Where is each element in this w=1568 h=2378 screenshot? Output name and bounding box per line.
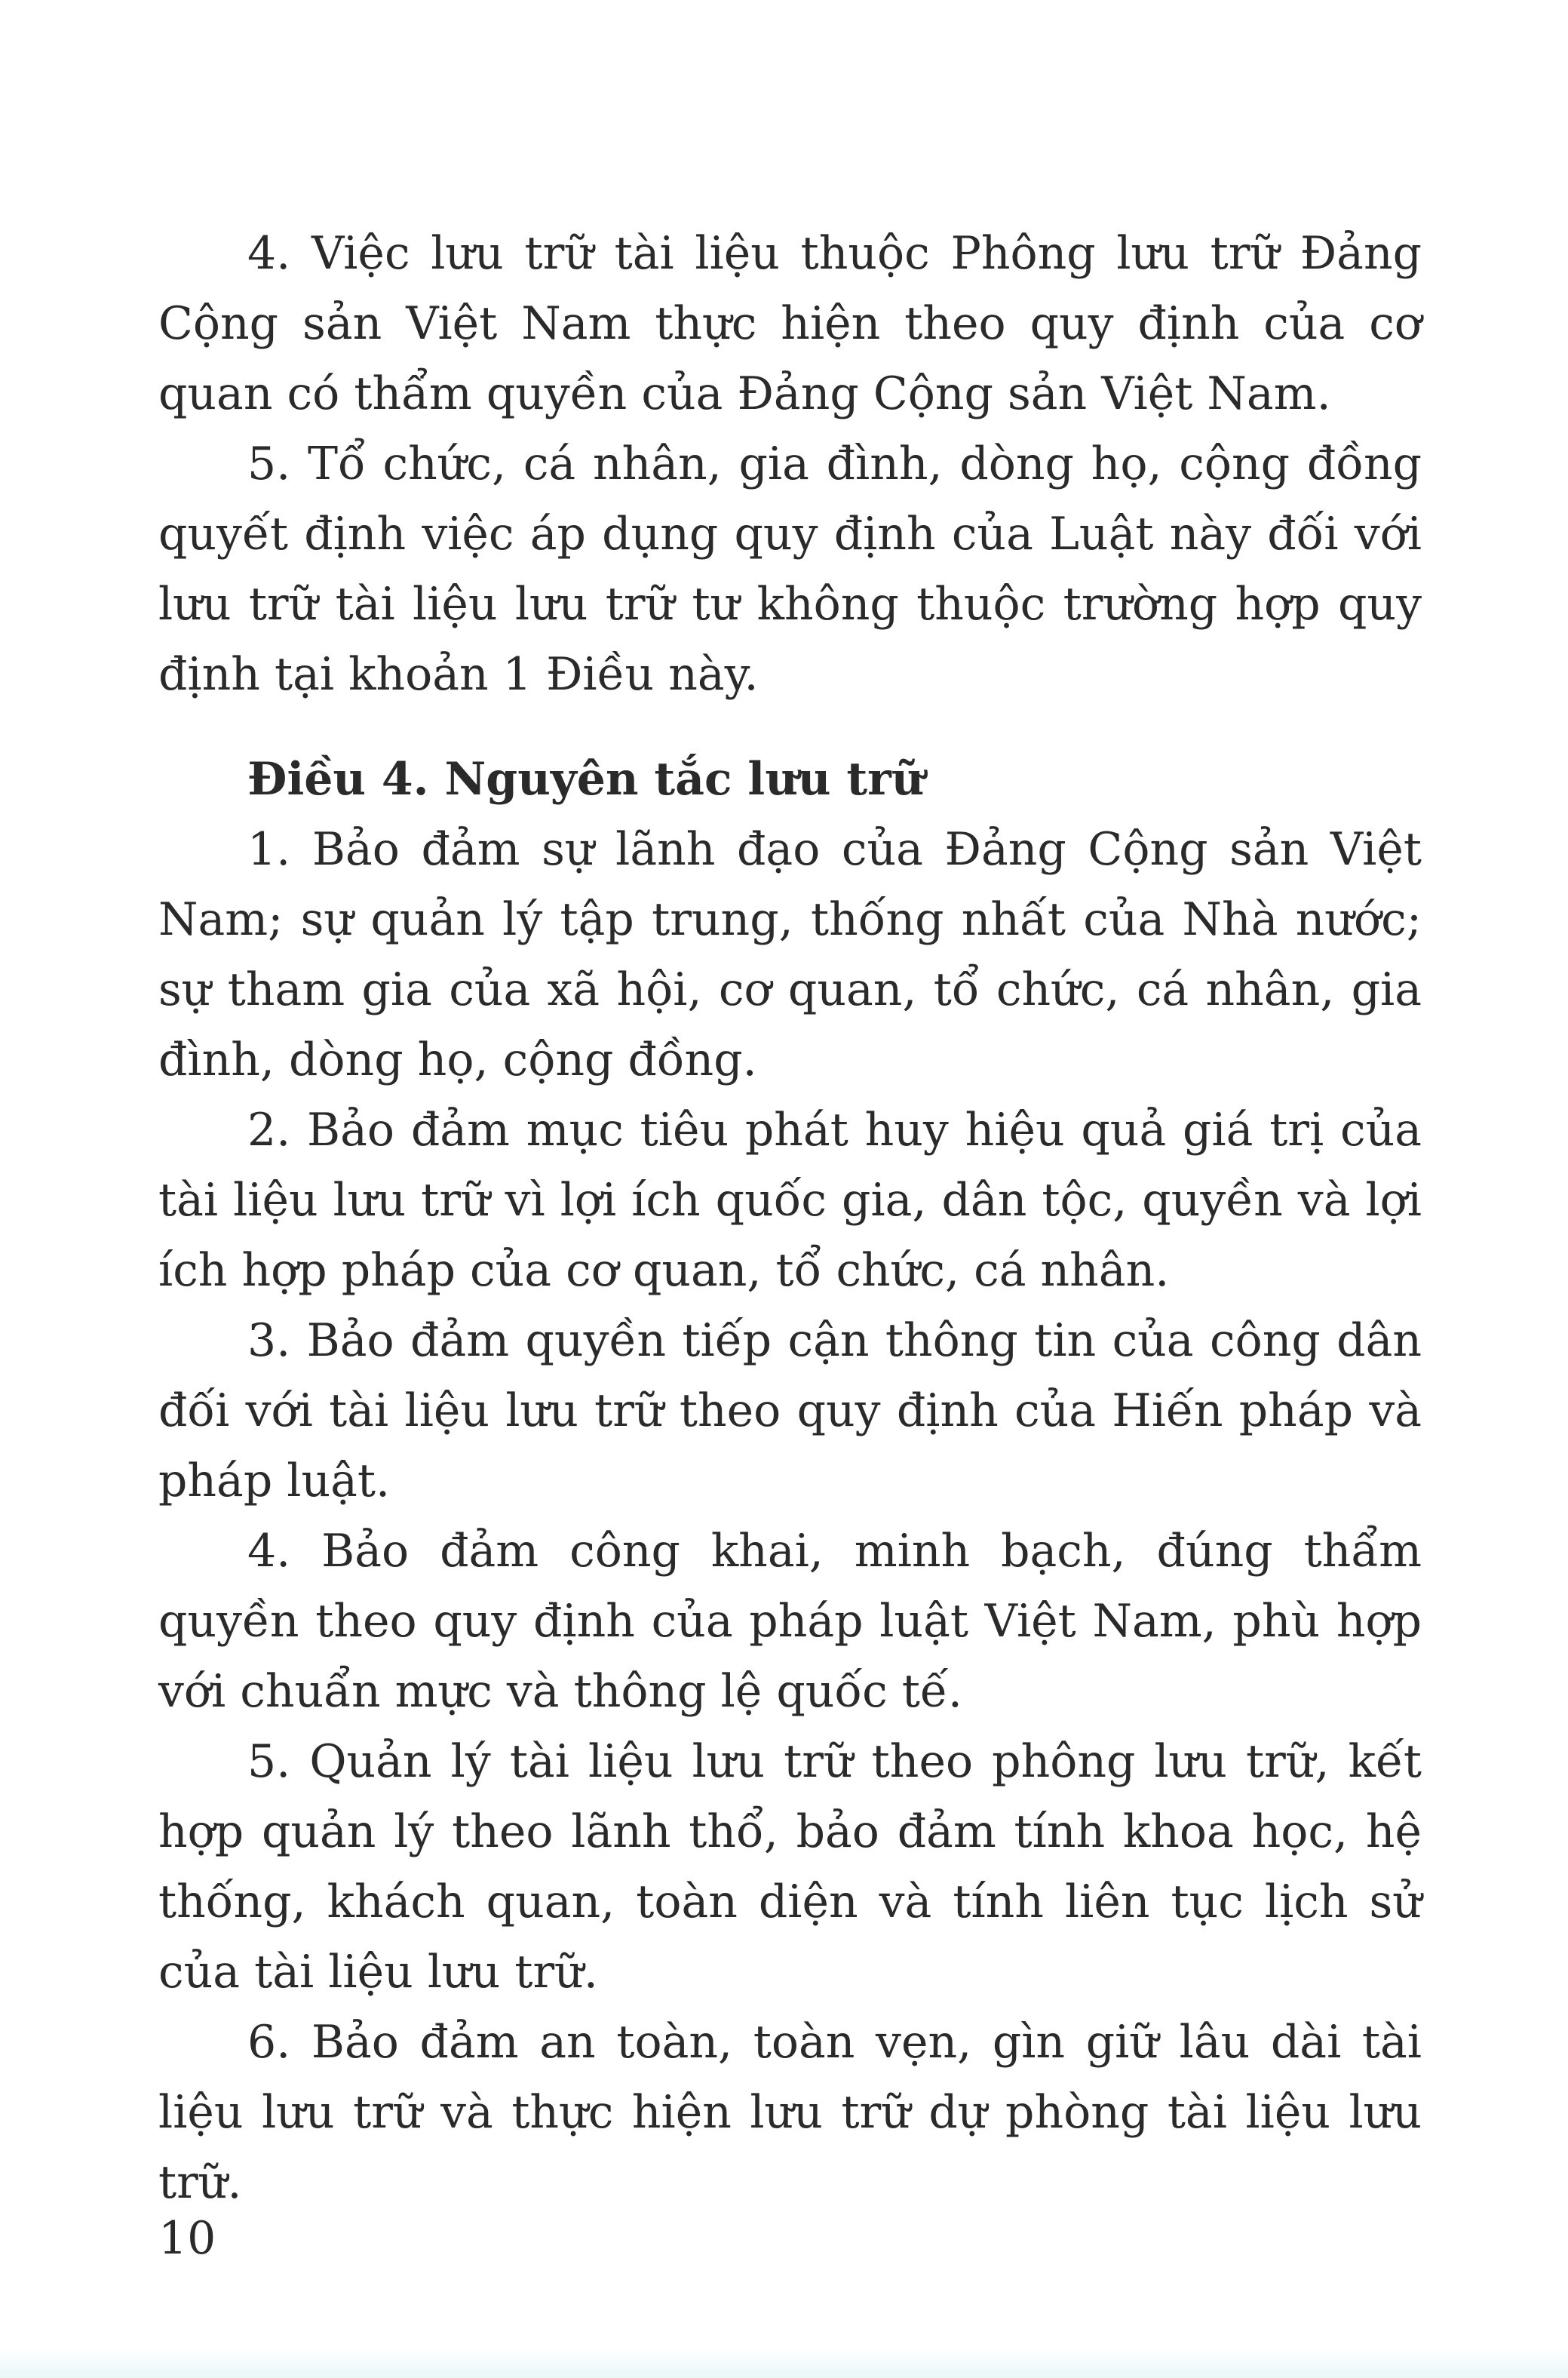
paragraph-clause-5: 5. Tổ chức, cá nhân, gia đình, dòng họ, cộng đồng quyết định việc áp dụng quy định của Luật này đối với lưu trữ tài liệu lưu trữ tư không thuộc trường hợp quy định tại khoản 1 Điều này. <box>158 438 1422 701</box>
book-page <box>158 0 1422 2346</box>
article-item-3: 3. Bảo đảm quyền tiếp cận thông tin của công dân đối với tài liệu lưu trữ theo quy định của Hiến pháp và pháp luật. <box>158 1314 1422 1507</box>
article-heading: Điều 4. Nguyên tắc lưu trữ <box>247 753 925 806</box>
article-item-2: 2. Bảo đảm mục tiêu phát huy hiệu quả giá trị của tài liệu lưu trữ vì lợi ích quốc gia, dân tộc, quyền và lợi ích hợp pháp của cơ quan, tổ chức, cá nhân. <box>158 1104 1422 1297</box>
article-item-5: 5. Quản lý tài liệu lưu trữ theo phông lưu trữ, kết hợp quản lý theo lãnh thổ, bảo đảm tính khoa học, hệ thống, khách quan, toàn diện và tính liên tục lịch sử của tài liệu lưu trữ. <box>158 1735 1422 1999</box>
paragraph-clause-4: 4. Việc lưu trữ tài liệu thuộc Phông lưu trữ Đảng Cộng sản Việt Nam thực hiện theo quy định của cơ quan có thẩm quyền của Đảng Cộng sản Việt Nam. <box>158 227 1422 420</box>
article-item-6: 6. Bảo đảm an toàn, toàn vẹn, gìn giữ lâu dài tài liệu lưu trữ và thực hiện lưu trữ dự phòng tài liệu lưu trữ. <box>158 2016 1422 2209</box>
article-item-1: 1. Bảo đảm sự lãnh đạo của Đảng Cộng sản Việt Nam; sự quản lý tập trung, thống nhất của Nhà nước; sự tham gia của xã hội, cơ quan, tổ chức, cá nhân, gia đình, dòng họ, cộng đồng. <box>158 823 1422 1086</box>
page-number: 10 <box>158 2212 216 2265</box>
bottom-edge-strip <box>0 2348 1568 2378</box>
article-item-4: 4. Bảo đảm công khai, minh bạch, đúng thẩm quyền theo quy định của pháp luật Việt Nam, phù hợp với chuẩn mực và thông lệ quốc tế. <box>158 1525 1422 1718</box>
